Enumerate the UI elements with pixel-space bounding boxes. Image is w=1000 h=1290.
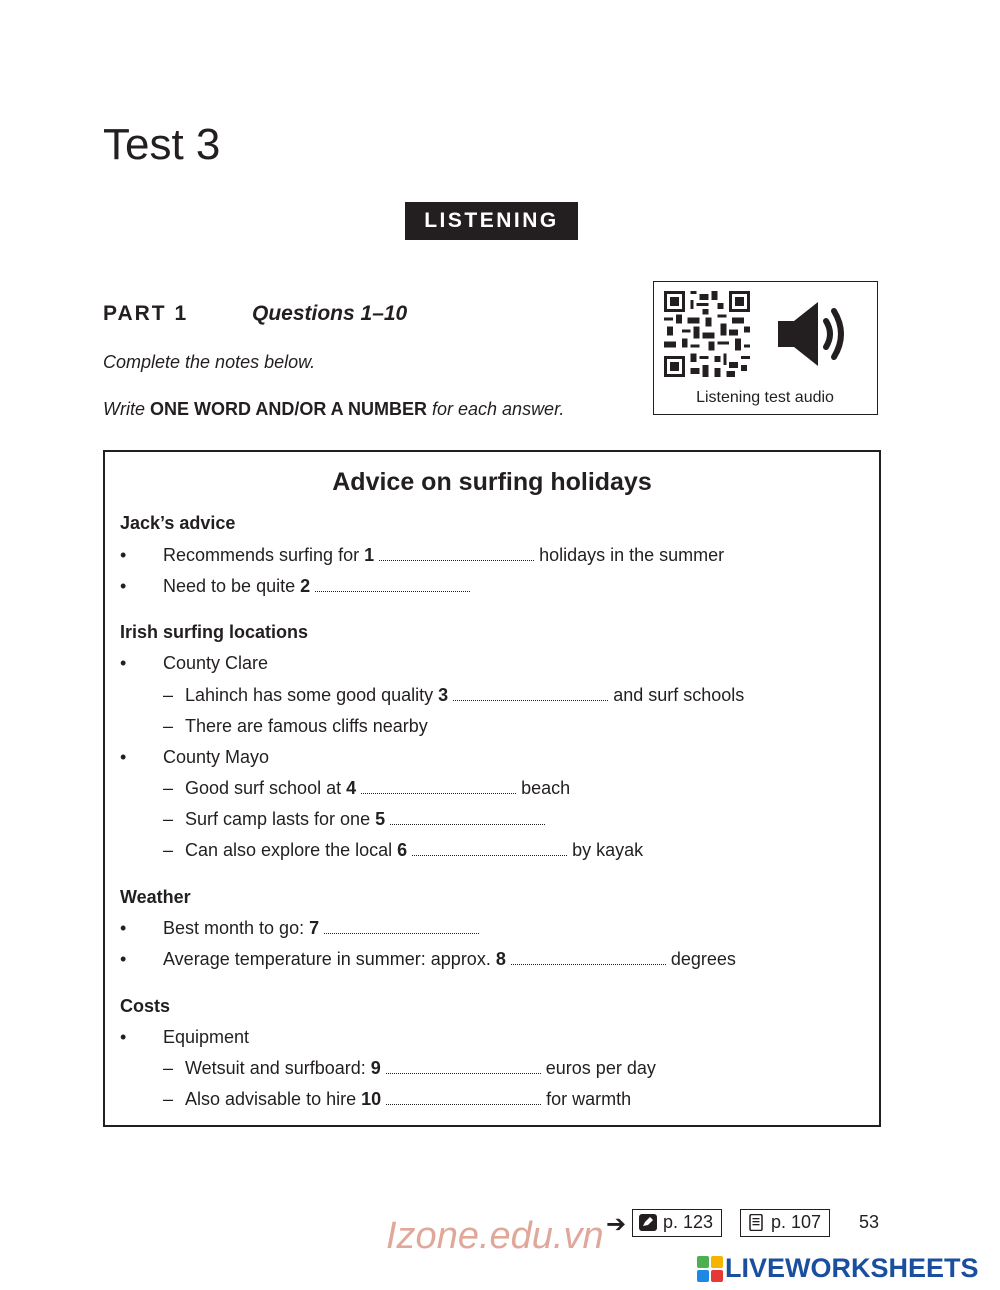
note-subline: – Also advisable to hire 10 for warmth [163, 1089, 632, 1109]
note-line: Equipment [163, 1027, 250, 1047]
note-line: Need to be quite 2 [163, 576, 475, 597]
bullet-icon: • [120, 1027, 127, 1047]
bullet-icon: • [120, 918, 127, 938]
answer-gap-8[interactable] [511, 950, 666, 965]
section-heading-weather: Weather [120, 887, 191, 907]
bullet-icon: • [120, 545, 127, 565]
questions-range: Questions 1–10 [252, 302, 408, 325]
question-number: 4 [346, 778, 357, 798]
arrow-right-icon: ➔ [606, 1211, 627, 1238]
note-line: County Mayo [163, 747, 270, 767]
bullet-icon: • [120, 747, 127, 767]
bullet-icon: • [120, 653, 127, 673]
speaker-icon[interactable] [776, 299, 852, 369]
note-line: County Clare [163, 653, 269, 673]
liveworksheets-logo-icon [697, 1256, 723, 1282]
question-number: 3 [438, 685, 449, 705]
instruction-write: Write ONE WORD AND/OR A NUMBER for each answer. [103, 399, 565, 419]
section-heading-costs: Costs [120, 996, 171, 1016]
note-line: Best month to go: 7 [163, 918, 484, 939]
qr-code-icon[interactable] [664, 291, 750, 377]
section-heading-irish: Irish surfing locations [120, 622, 309, 642]
answers-ref-link[interactable] [632, 1209, 722, 1237]
answer-gap-10[interactable] [386, 1090, 541, 1105]
answers-ref-label: p. 123 [663, 1212, 714, 1232]
question-number: 8 [495, 949, 506, 969]
watermark: Izone.edu.vn [386, 1215, 604, 1257]
question-number: 7 [309, 918, 320, 938]
answer-gap-6[interactable] [412, 841, 567, 856]
note-subline: – There are famous cliffs nearby [163, 716, 428, 736]
audio-caption: Listening test audio [696, 389, 834, 406]
question-number: 1 [364, 545, 375, 565]
note-subline: – Surf camp lasts for one 5 [163, 809, 550, 830]
test-title: Test 3 [103, 120, 221, 169]
note-subline: – Good surf school at 4 beach [163, 778, 571, 798]
notes-box [103, 450, 881, 1127]
bullet-icon: • [120, 949, 127, 969]
answer-gap-4[interactable] [361, 779, 516, 794]
part-label: PART 1 [103, 302, 189, 325]
question-number: 5 [375, 809, 386, 829]
question-number: 10 [361, 1089, 382, 1109]
transcript-icon [747, 1214, 765, 1231]
section-badge: LISTENING [405, 202, 578, 240]
question-number: 9 [370, 1058, 381, 1078]
note-line: Recommends surfing for 1 holidays in the summer [163, 545, 725, 565]
question-number: 2 [300, 576, 311, 596]
answer-gap-5[interactable] [390, 810, 545, 825]
question-number: 6 [397, 840, 408, 860]
instruction-complete: Complete the notes below. [103, 352, 316, 372]
answer-gap-1[interactable] [379, 546, 534, 561]
note-line: Average temperature in summer: approx. 8 degrees [163, 949, 736, 969]
answer-gap-3[interactable] [453, 686, 608, 701]
note-subline: – Wetsuit and surfboard: 9 euros per day [163, 1058, 656, 1078]
notes-title: Advice on surfing holidays [332, 468, 652, 496]
transcript-ref-link[interactable] [740, 1209, 830, 1237]
answer-gap-9[interactable] [386, 1059, 541, 1074]
audio-link-box[interactable] [653, 281, 878, 415]
transcript-ref-label: p. 107 [771, 1212, 822, 1232]
page-number: 53 [859, 1212, 880, 1232]
bullet-icon: • [120, 576, 127, 596]
answer-gap-2[interactable] [315, 577, 470, 592]
note-subline: – Can also explore the local 6 by kayak [163, 840, 644, 860]
section-heading-jack: Jack’s advice [120, 513, 236, 533]
answer-gap-7[interactable] [324, 919, 479, 934]
answer-key-icon [639, 1214, 657, 1231]
note-subline: – Lahinch has some good quality 3 and surf schools [163, 685, 745, 705]
liveworksheets-text: LIVEWORKSHEETS [725, 1253, 979, 1283]
